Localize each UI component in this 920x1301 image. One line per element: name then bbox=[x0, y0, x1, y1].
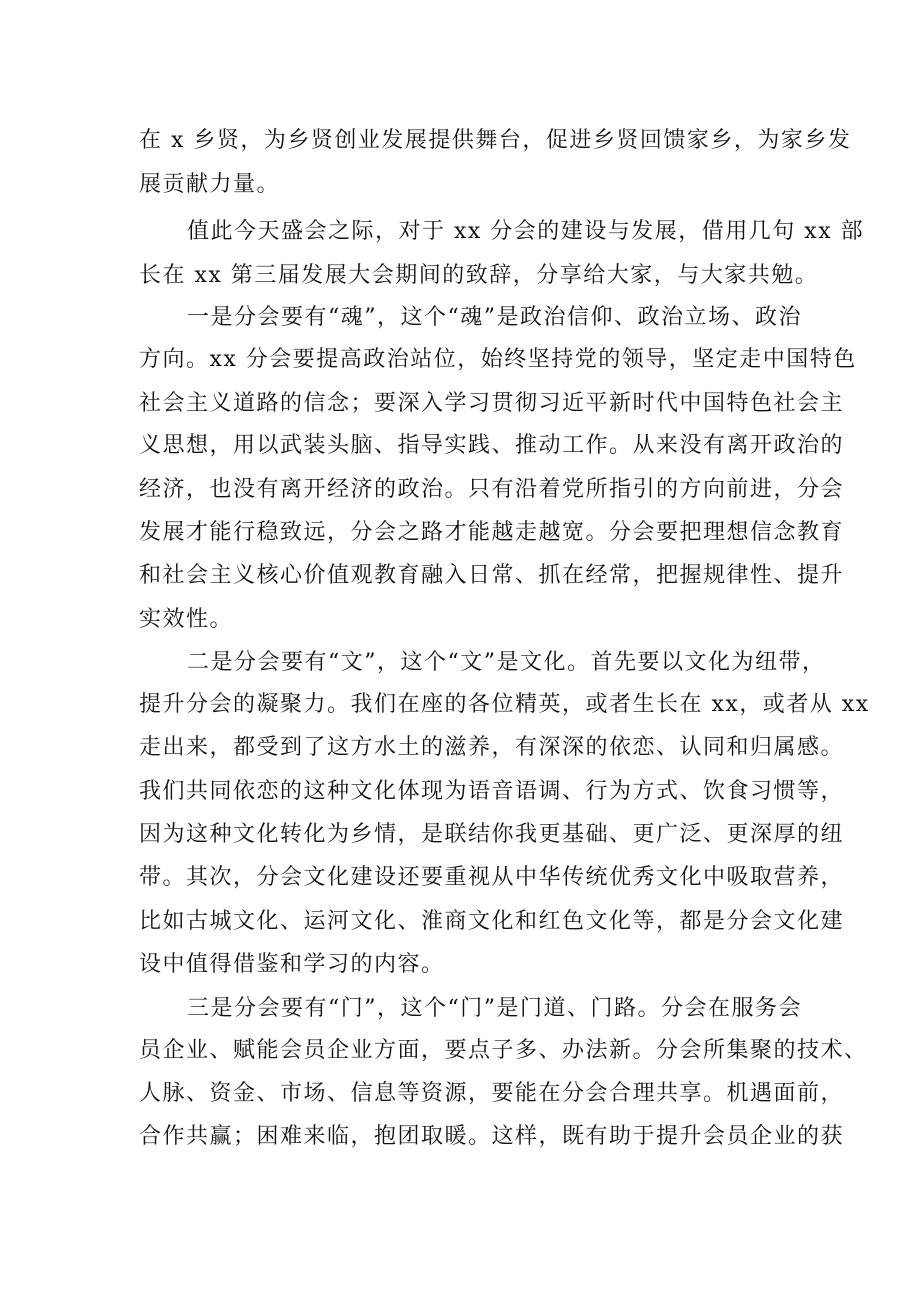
text-line: 因为这种文化转化为乡情，是联结你我更基础、更广泛、更深厚的纽 bbox=[139, 822, 845, 847]
text-line: 方向。xx 分会要提高政治站位，始终坚持党的领导，坚定走中国特色 bbox=[139, 347, 857, 372]
text-line: 展贡献力量。 bbox=[139, 172, 281, 197]
text-line: 人脉、资金、市场、信息等资源，要能在分会合理共享。机遇面前， bbox=[139, 1081, 845, 1106]
text-line: 合作共赢；困难来临，抱团取暖。这样，既有助于提升会员企业的获 bbox=[139, 1124, 845, 1149]
text-line: 值此今天盛会之际，对于 xx 分会的建设与发展，借用几句 xx 部 bbox=[187, 219, 865, 244]
text-line: 义思想，用以武装头脑、指导实践、推动工作。从来没有离开政治的 bbox=[139, 433, 845, 458]
text-line: 二是分会要有“文”，这个“文”是文化。首先要以文化为纽带， bbox=[187, 650, 826, 675]
text-line: 实效性。 bbox=[139, 607, 234, 632]
text-line: 三是分会要有“门”，这个“门”是门道、门路。分会在服务会 bbox=[187, 996, 802, 1021]
text-line: 和社会主义核心价值观教育融入日常、抓在经常，把握规律性、提升 bbox=[139, 563, 845, 588]
text-line: 社会主义道路的信念；要深入学习贯彻习近平新时代中国特色社会主 bbox=[139, 391, 845, 416]
text-line: 带。其次，分会文化建设还要重视从中华传统优秀文化中吸取营养， bbox=[139, 865, 845, 890]
text-line: 一是分会要有“魂”，这个“魂”是政治信仰、政治立场、政治 bbox=[187, 305, 802, 330]
text-line: 在 x 乡贤，为乡贤创业发展提供舞台，促进乡贤回馈家乡，为家乡发 bbox=[139, 128, 852, 153]
text-line: 我们共同依恋的这种文化体现为语音语调、行为方式、饮食习惯等， bbox=[139, 779, 845, 804]
text-line: 设中值得借鉴和学习的内容。 bbox=[139, 952, 445, 977]
text-line: 发展才能行稳致远，分会之路才能越走越宽。分会要把理想信念教育 bbox=[139, 520, 845, 545]
text-line: 长在 xx 第三届发展大会期间的致辞，分享给大家，与大家共勉。 bbox=[139, 263, 819, 288]
text-line: 经济，也没有离开经济的政治。只有沿着党所指引的方向前进，分会 bbox=[139, 477, 845, 502]
text-line: 员企业、赋能会员企业方面，要点子多、办法新。分会所集聚的技术、 bbox=[139, 1038, 868, 1063]
text-line: 走出来，都受到了这方水土的滋养，有深深的依恋、认同和归属感。 bbox=[139, 735, 845, 760]
text-line: 提升分会的凝聚力。我们在座的各位精英，或者生长在 xx，或者从 xx bbox=[139, 692, 870, 717]
text-line: 比如古城文化、运河文化、淮商文化和红色文化等，都是分会文化建 bbox=[139, 909, 845, 934]
